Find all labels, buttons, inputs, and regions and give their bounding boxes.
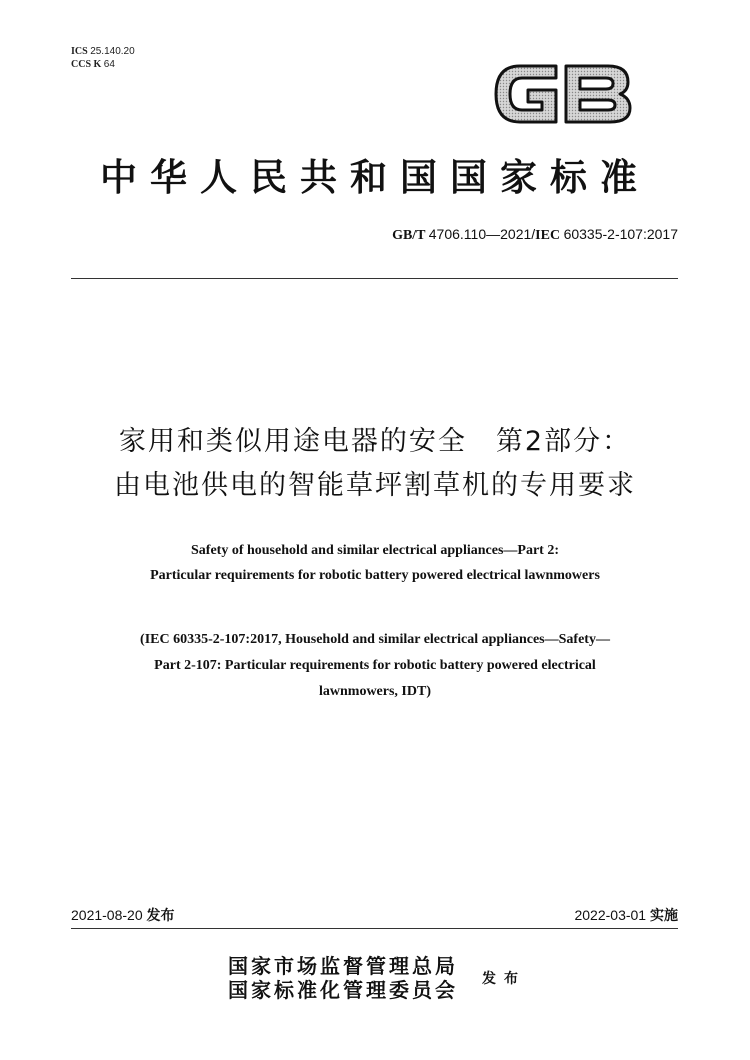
- issue-date-value: 2021-08-20: [71, 907, 143, 923]
- ccs-code: 64: [103, 59, 115, 70]
- ccs-letter: K: [93, 59, 102, 70]
- chinese-title-line-1: 家用和类似用途电器的安全 第2部分：: [118, 426, 632, 457]
- ics-row: [71, 45, 135, 58]
- issue-date-label: 发布: [146, 908, 175, 924]
- chinese-title: [0, 420, 750, 508]
- implement-date-label: 实施: [650, 908, 678, 924]
- publish-label: 发布: [482, 971, 526, 987]
- ics-label: ICS: [71, 46, 88, 57]
- issue-date: [71, 905, 175, 925]
- adoption-number: 60335-2-107:2017: [563, 226, 678, 242]
- implement-date-value: 2022-03-01: [574, 907, 647, 923]
- standard-number-prefix: GB/T: [392, 228, 426, 243]
- ics-code: 25.140.20: [90, 46, 135, 57]
- gb-emblem-icon: [490, 58, 636, 130]
- chinese-title-line-2: 由电池供电的智能草坪割草机的专用要求: [114, 470, 636, 501]
- standard-category-title: 中华人民共和国国家标准: [100, 155, 650, 199]
- header-divider: [71, 278, 678, 279]
- standard-number: [300, 226, 678, 244]
- issuing-authorities: [228, 954, 458, 1002]
- english-title-line-1: Safety of household and similar electrical appliances—Part 2:: [191, 543, 559, 558]
- iec-reference: [0, 627, 750, 705]
- english-title: [0, 538, 750, 588]
- ccs-row: [71, 58, 135, 71]
- english-title-line-2: Particular requirements for robotic battery powered electrical lawnmowers: [150, 568, 600, 583]
- adoption-prefix: IEC: [535, 228, 561, 243]
- implement-date: [460, 905, 678, 925]
- standard-number-value: 4706.110—2021/: [428, 226, 536, 242]
- iec-reference-line-2: Part 2-107: Particular requirements for robotic battery powered electrical: [154, 658, 596, 673]
- iec-reference-line-3: lawnmowers, IDT): [319, 684, 431, 699]
- issuer-1: 国家市场监督管理总局: [228, 954, 458, 978]
- issuer-2: 国家标准化管理委员会: [228, 978, 458, 1002]
- ccs-label: CCS: [71, 59, 92, 70]
- footer-divider: [71, 928, 678, 929]
- classification-codes: [71, 45, 135, 71]
- iec-reference-line-1: (IEC 60335-2-107:2017, Household and similar electrical appliances—Safety—: [140, 632, 610, 647]
